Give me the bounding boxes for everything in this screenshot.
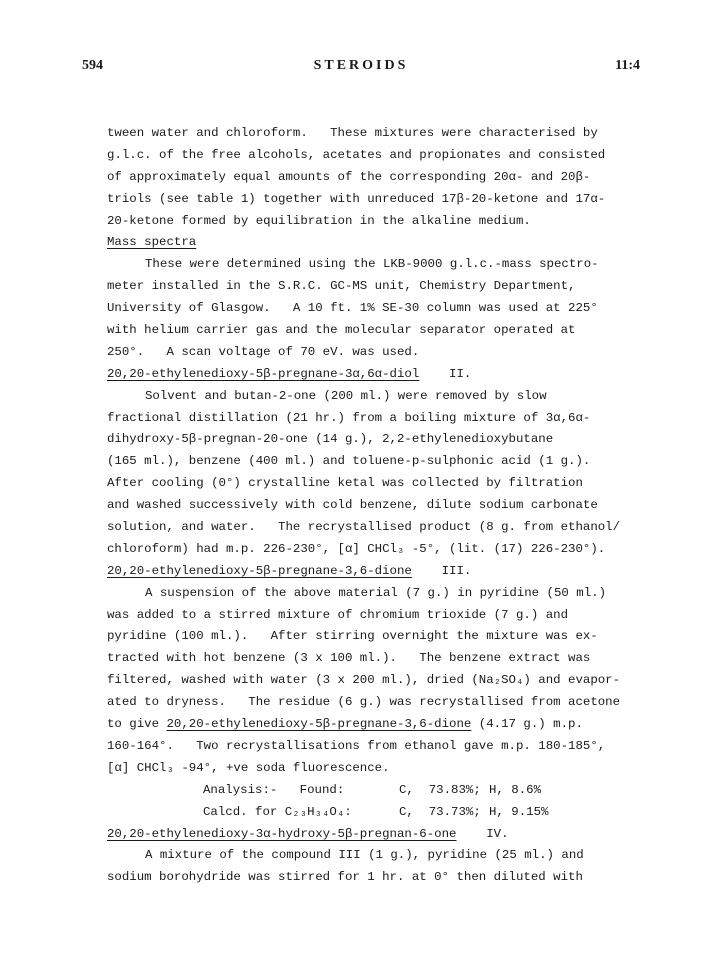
analysis-calcd-label: Calcd. for C₂₃H₃₄O₄: xyxy=(203,804,352,819)
text-line: meter installed in the S.R.C. GC-MS unit, Chemistry Department, xyxy=(107,279,576,294)
text-line xyxy=(107,714,627,736)
text-line: University of Glasgow. A 10 ft. 1% SE-30 column was used at 225° xyxy=(107,301,598,316)
text-line: (165 ml.), benzene (400 ml.) and toluene-p-sulphonic acid (1 g.). xyxy=(107,454,591,469)
text-line: filtered, washed with water (3 x 200 ml.), dried (Na₂SO₄) and evapor- xyxy=(107,673,621,688)
text-fragment: (4.17 g.) m.p. xyxy=(471,717,583,732)
text-line: ated to dryness. The residue (6 g.) was recrystallised from acetone xyxy=(107,695,621,710)
text-line: A suspension of the above material (7 g.) in pyridine (50 ml.) xyxy=(145,585,607,600)
text-line: A mixture of the compound III (1 g.), pyridine (25 ml.) and xyxy=(145,848,584,863)
section-heading-mass-spectra: Mass spectra xyxy=(107,235,197,250)
compound-name: 20,20-ethylenedioxy-5β-pregnane-3,6-dione xyxy=(107,563,412,578)
compound-number: III. xyxy=(411,563,472,578)
text-line: chloroform) had m.p. 226-230°, [α] CHCl₃ -5°, (lit. (17) 226-230°). xyxy=(107,541,606,556)
text-line: These were determined using the LKB-9000 g.l.c.-mass spectro- xyxy=(145,257,599,272)
analysis-calcd-row xyxy=(107,802,627,824)
text-line: Solvent and butan-2-one (200 ml.) were removed by slow xyxy=(145,388,547,403)
journal-title: STEROIDS xyxy=(313,58,409,73)
text-line: with helium carrier gas and the molecular separator operated at xyxy=(107,323,576,338)
analysis-found-carbon: C, 73.83%; xyxy=(399,782,481,797)
text-line: dihydroxy-5β-pregnan-20-one (14 g.), 2,2-ethylenedioxybutane xyxy=(107,432,554,447)
analysis-found-row xyxy=(107,780,627,802)
text-line: 160-164°. Two recrystallisations from ethanol gave m.p. 180-185°, xyxy=(107,738,606,753)
text-line: triols (see table 1) together with unreduced 17β-20-ketone and 17α- xyxy=(107,191,606,206)
compound-number: II. xyxy=(419,366,472,381)
section-heading-compound-iii xyxy=(107,561,627,583)
running-header xyxy=(82,58,640,80)
analysis-found-label: Analysis:- Found: xyxy=(203,782,345,797)
compound-name: 20,20-ethylenedioxy-5β-pregnane-3α,6α-diol xyxy=(107,366,420,381)
text-line: [α] CHCl₃ -94°, +ve soda fluorescence. xyxy=(107,760,390,775)
compound-number: IV. xyxy=(456,826,509,841)
text-line: tween water and chloroform. These mixtures were characterised by xyxy=(107,126,598,140)
volume-issue: 11:4 xyxy=(615,58,640,73)
compound-name: 20,20-ethylenedioxy-3α-hydroxy-5β-pregnan-6-one xyxy=(107,826,457,841)
page-number: 594 xyxy=(82,58,103,73)
text-fragment: to give xyxy=(107,717,167,732)
section-heading-compound-iv xyxy=(107,824,627,846)
analysis-found-hydrogen: H, 8.6% xyxy=(489,782,542,797)
text-line: 20-ketone formed by equilibration in the alkaline medium. xyxy=(107,213,531,228)
text-line: fractional distillation (21 hr.) from a boiling mixture of 3α,6α- xyxy=(107,410,591,425)
text-line: was added to a stirred mixture of chromium trioxide (7 g.) and xyxy=(107,607,569,622)
analysis-calcd-carbon: C, 73.73%; xyxy=(399,804,481,819)
text-line: 250°. A scan voltage of 70 eV. was used. xyxy=(107,344,420,359)
text-line: After cooling (0°) crystalline ketal was collected by filtration xyxy=(107,476,583,491)
text-line: and washed successively with cold benzene, dilute sodium carbonate xyxy=(107,498,598,513)
section-heading-compound-ii xyxy=(107,364,627,386)
text-line: solution, and water. The recrystallised product (8 g. from ethanol/ xyxy=(107,520,621,535)
text-line: g.l.c. of the free alcohols, acetates and propionates and consisted xyxy=(107,147,606,162)
body-text xyxy=(107,123,627,889)
text-line: sodium borohydride was stirred for 1 hr. at 0° then diluted with xyxy=(107,870,583,885)
compound-name-inline: 20,20-ethylenedioxy-5β-pregnane-3,6-dione xyxy=(166,717,472,732)
text-line: pyridine (100 ml.). After stirring overnight the mixture was ex- xyxy=(107,629,598,644)
text-line: of approximately equal amounts of the corresponding 20α- and 20β- xyxy=(107,169,591,184)
analysis-calcd-hydrogen: H, 9.15% xyxy=(489,804,549,819)
text-line: tracted with hot benzene (3 x 100 ml.). The benzene extract was xyxy=(107,651,591,666)
